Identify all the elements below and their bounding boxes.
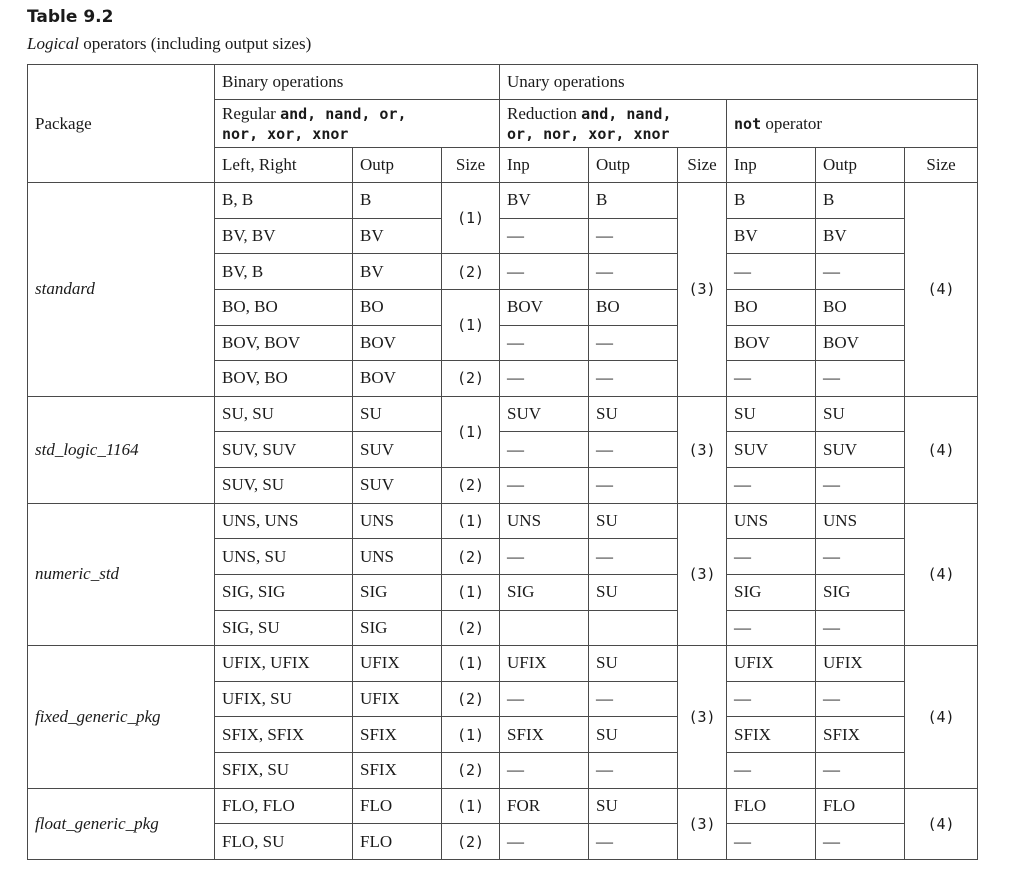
cell-binary-outp: SUV: [353, 468, 442, 504]
cell-not-inp: —: [727, 539, 816, 575]
cell-binary-size: (2): [442, 361, 500, 397]
cell-binary-size: (1): [442, 289, 500, 360]
cell-binary-size: (2): [442, 753, 500, 789]
col-reduction-inp: Inp: [500, 148, 589, 183]
table-row: [28, 503, 978, 539]
logical-operators-table: [27, 64, 978, 860]
col-left-right: Left, Right: [215, 148, 353, 183]
cell-reduction-inp: —: [500, 218, 589, 254]
cell-not-size: (4): [905, 503, 978, 646]
cell-not-outp: —: [816, 681, 905, 717]
cell-not-inp: —: [727, 824, 816, 860]
cell-reduction-inp: BV: [500, 183, 589, 219]
cell-not-outp: SU: [816, 396, 905, 432]
cell-not-inp: SFIX: [727, 717, 816, 753]
header-binary-operations: Binary operations: [215, 65, 500, 100]
cell-reduction-inp: FOR: [500, 788, 589, 824]
cell-reduction-inp: BOV: [500, 289, 589, 325]
cell-reduction-size: (3): [678, 788, 727, 859]
cell-not-outp: UFIX: [816, 646, 905, 682]
cell-reduction-inp: SUV: [500, 396, 589, 432]
cell-binary-size: (2): [442, 824, 500, 860]
cell-left-right: BOV, BOV: [215, 325, 353, 361]
cell-binary-outp: UNS: [353, 503, 442, 539]
package-fixed-generic-pkg: fixed_generic_pkg: [28, 646, 215, 789]
cell-not-outp: —: [816, 610, 905, 646]
cell-binary-size: (1): [442, 646, 500, 682]
cell-reduction-outp: —: [589, 753, 678, 789]
table-row: [28, 788, 978, 824]
cell-reduction-size: (3): [678, 503, 727, 646]
table-row: [28, 183, 978, 219]
cell-not-inp: SIG: [727, 574, 816, 610]
cell-reduction-inp: —: [500, 432, 589, 468]
cell-left-right: UNS, UNS: [215, 503, 353, 539]
reduction-ops-line2: or, nor, xor, xnor: [507, 124, 670, 143]
cell-reduction-inp: SFIX: [500, 717, 589, 753]
cell-binary-outp: SIG: [353, 610, 442, 646]
cell-left-right: FLO, FLO: [215, 788, 353, 824]
cell-binary-outp: FLO: [353, 824, 442, 860]
cell-reduction-inp: —: [500, 824, 589, 860]
cell-binary-size: (2): [442, 681, 500, 717]
cell-not-inp: —: [727, 254, 816, 290]
cell-binary-outp: UNS: [353, 539, 442, 575]
reduction-prefix: Reduction: [507, 103, 582, 123]
cell-not-outp: BO: [816, 289, 905, 325]
cell-reduction-outp: SU: [589, 503, 678, 539]
cell-binary-outp: B: [353, 183, 442, 219]
cell-binary-size: (1): [442, 396, 500, 467]
cell-reduction-inp: —: [500, 468, 589, 504]
cell-left-right: SUV, SUV: [215, 432, 353, 468]
cell-reduction-inp: UFIX: [500, 646, 589, 682]
cell-binary-outp: BOV: [353, 325, 442, 361]
cell-not-inp: —: [727, 610, 816, 646]
regular-ops-line1: and, nand, or,: [280, 104, 407, 123]
cell-binary-size: (1): [442, 717, 500, 753]
cell-reduction-outp: SU: [589, 788, 678, 824]
cell-not-size: (4): [905, 788, 978, 859]
cell-reduction-inp: —: [500, 254, 589, 290]
cell-reduction-inp: —: [500, 539, 589, 575]
cell-not-outp: SFIX: [816, 717, 905, 753]
cell-binary-outp: SUV: [353, 432, 442, 468]
cell-binary-outp: SFIX: [353, 717, 442, 753]
cell-left-right: UFIX, UFIX: [215, 646, 353, 682]
cell-reduction-outp: —: [589, 681, 678, 717]
cell-not-outp: FLO: [816, 788, 905, 824]
table-row: [28, 396, 978, 432]
header-regular-operators: [215, 100, 500, 148]
cell-left-right: SUV, SU: [215, 468, 353, 504]
cell-reduction-outp: SU: [589, 396, 678, 432]
caption-emphasis: Logical: [27, 34, 79, 53]
cell-not-outp: —: [816, 753, 905, 789]
cell-not-outp: —: [816, 539, 905, 575]
col-reduction-size: Size: [678, 148, 727, 183]
cell-not-outp: SUV: [816, 432, 905, 468]
cell-reduction-inp: UNS: [500, 503, 589, 539]
header-not-operator: [727, 100, 978, 148]
cell-left-right: BO, BO: [215, 289, 353, 325]
cell-binary-size: (1): [442, 788, 500, 824]
cell-binary-size: (2): [442, 610, 500, 646]
col-not-size: Size: [905, 148, 978, 183]
regular-prefix: Regular: [222, 103, 281, 123]
cell-not-outp: B: [816, 183, 905, 219]
cell-reduction-outp: B: [589, 183, 678, 219]
cell-not-outp: —: [816, 824, 905, 860]
cell-reduction-outp: SU: [589, 717, 678, 753]
col-not-outp: Outp: [816, 148, 905, 183]
cell-left-right: SFIX, SFIX: [215, 717, 353, 753]
cell-reduction-inp: —: [500, 753, 589, 789]
cell-reduction-outp: —: [589, 468, 678, 504]
package-numeric-std: numeric_std: [28, 503, 215, 646]
cell-binary-outp: BOV: [353, 361, 442, 397]
cell-binary-outp: FLO: [353, 788, 442, 824]
cell-not-inp: B: [727, 183, 816, 219]
col-not-inp: Inp: [727, 148, 816, 183]
cell-not-inp: BO: [727, 289, 816, 325]
cell-not-inp: —: [727, 681, 816, 717]
cell-reduction-outp: SU: [589, 574, 678, 610]
cell-binary-outp: SFIX: [353, 753, 442, 789]
cell-not-inp: —: [727, 468, 816, 504]
cell-reduction-size: (3): [678, 646, 727, 789]
cell-reduction-outp: —: [589, 824, 678, 860]
table-number: Table 9.2: [27, 7, 114, 27]
header-package: Package: [28, 65, 215, 183]
cell-not-outp: BOV: [816, 325, 905, 361]
header-unary-operations: Unary operations: [500, 65, 978, 100]
cell-not-inp: —: [727, 361, 816, 397]
cell-left-right: SIG, SU: [215, 610, 353, 646]
cell-left-right: SFIX, SU: [215, 753, 353, 789]
regular-ops-line2: nor, xor, xnor: [222, 124, 349, 143]
cell-binary-outp: SIG: [353, 574, 442, 610]
col-binary-outp: Outp: [353, 148, 442, 183]
cell-not-size: (4): [905, 646, 978, 789]
cell-left-right: SU, SU: [215, 396, 353, 432]
col-reduction-outp: Outp: [589, 148, 678, 183]
cell-binary-outp: UFIX: [353, 681, 442, 717]
cell-binary-size: (1): [442, 503, 500, 539]
cell-reduction-size: (3): [678, 396, 727, 503]
cell-not-outp: —: [816, 361, 905, 397]
table-caption: [27, 32, 311, 56]
cell-not-size: (4): [905, 396, 978, 503]
cell-left-right: BV, BV: [215, 218, 353, 254]
package-float-generic-pkg: float_generic_pkg: [28, 788, 215, 859]
cell-reduction-inp: —: [500, 325, 589, 361]
table-row: [28, 646, 978, 682]
not-operator-text: operator: [761, 113, 823, 133]
not-keyword: not: [734, 114, 762, 133]
cell-binary-size: (2): [442, 468, 500, 504]
cell-binary-size: (2): [442, 254, 500, 290]
cell-not-inp: SUV: [727, 432, 816, 468]
cell-not-outp: —: [816, 254, 905, 290]
caption-text: operators (including output sizes): [78, 34, 312, 53]
cell-not-outp: —: [816, 468, 905, 504]
cell-reduction-outp: SU: [589, 646, 678, 682]
reduction-ops-line1: and, nand,: [581, 104, 672, 123]
cell-binary-outp: BV: [353, 254, 442, 290]
cell-not-inp: BV: [727, 218, 816, 254]
cell-binary-size: (1): [442, 574, 500, 610]
cell-left-right: SIG, SIG: [215, 574, 353, 610]
col-binary-size: Size: [442, 148, 500, 183]
cell-not-inp: SU: [727, 396, 816, 432]
cell-not-outp: SIG: [816, 574, 905, 610]
cell-binary-size: (1): [442, 183, 500, 254]
table-title-block: [27, 6, 311, 56]
cell-left-right: UFIX, SU: [215, 681, 353, 717]
cell-reduction-inp: [500, 610, 589, 646]
cell-not-inp: UFIX: [727, 646, 816, 682]
header-reduction-operators: [500, 100, 727, 148]
cell-reduction-outp: —: [589, 539, 678, 575]
cell-reduction-outp: [589, 610, 678, 646]
package-standard: standard: [28, 183, 215, 397]
cell-not-inp: FLO: [727, 788, 816, 824]
cell-reduction-outp: —: [589, 361, 678, 397]
cell-reduction-outp: —: [589, 325, 678, 361]
cell-binary-size: (2): [442, 539, 500, 575]
package-std-logic-1164: std_logic_1164: [28, 396, 215, 503]
cell-not-inp: UNS: [727, 503, 816, 539]
cell-left-right: FLO, SU: [215, 824, 353, 860]
cell-not-size: (4): [905, 183, 978, 397]
cell-reduction-inp: —: [500, 681, 589, 717]
cell-binary-outp: BO: [353, 289, 442, 325]
cell-reduction-inp: —: [500, 361, 589, 397]
cell-not-inp: —: [727, 753, 816, 789]
cell-left-right: UNS, SU: [215, 539, 353, 575]
cell-left-right: BV, B: [215, 254, 353, 290]
cell-left-right: BOV, BO: [215, 361, 353, 397]
cell-reduction-outp: BO: [589, 289, 678, 325]
cell-reduction-inp: SIG: [500, 574, 589, 610]
cell-not-outp: UNS: [816, 503, 905, 539]
cell-not-outp: BV: [816, 218, 905, 254]
cell-binary-outp: BV: [353, 218, 442, 254]
cell-reduction-size: (3): [678, 183, 727, 397]
cell-reduction-outp: —: [589, 254, 678, 290]
cell-reduction-outp: —: [589, 218, 678, 254]
cell-reduction-outp: —: [589, 432, 678, 468]
cell-binary-outp: SU: [353, 396, 442, 432]
cell-left-right: B, B: [215, 183, 353, 219]
cell-not-inp: BOV: [727, 325, 816, 361]
cell-binary-outp: UFIX: [353, 646, 442, 682]
